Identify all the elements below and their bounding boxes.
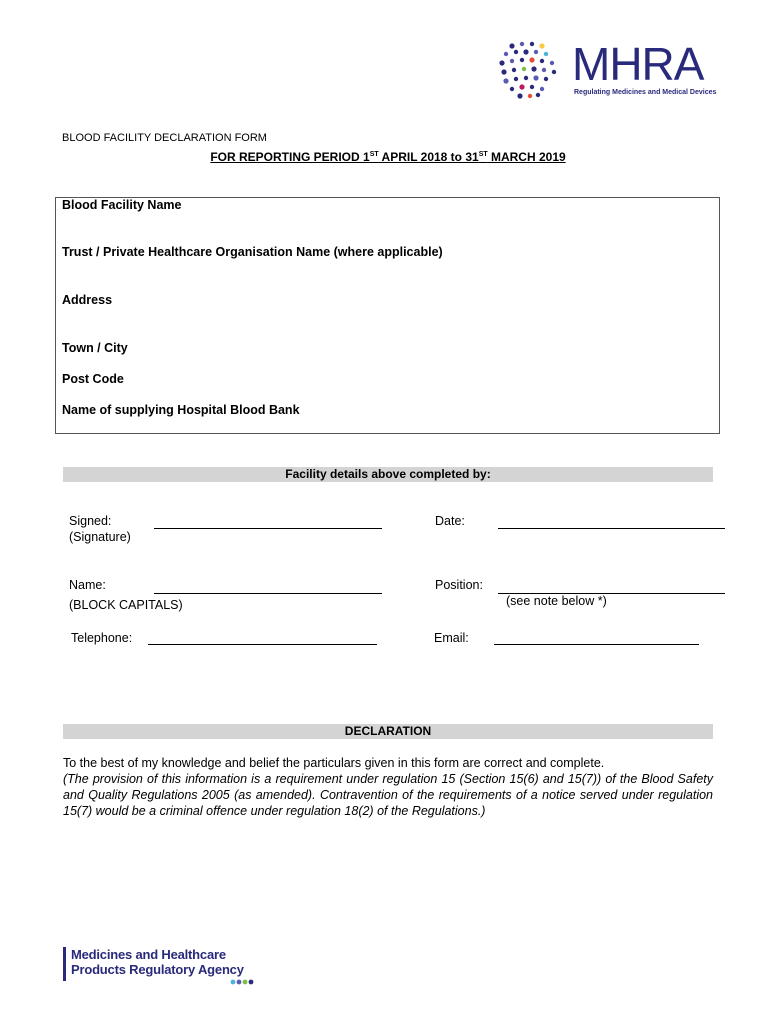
facility-name-field[interactable]: Blood Facility Name (62, 198, 182, 212)
declaration-text (63, 755, 713, 819)
declaration-heading: DECLARATION (63, 724, 713, 739)
position-note: (see note below *) (506, 594, 607, 608)
logo-wordmark: MHRA (572, 38, 704, 90)
trust-name-field[interactable]: Trust / Private Healthcare Organisation Name (where applicable) (62, 245, 443, 259)
date-input-line[interactable] (498, 528, 725, 529)
block-capitals-note: (BLOCK CAPITALS) (69, 598, 183, 612)
footer-agency-line2: Products Regulatory Agency (71, 962, 244, 977)
name-label: Name: (69, 578, 106, 592)
date-label: Date: (435, 514, 465, 528)
declaration-legal-note: (The provision of this information is a requirement under regulation 15 (Section 15(6) and 15(7)) of the Blood Safety and Quality Regulations 2005 (as amended). Contravention of the requirements of a notice served under regulation 15(7) would be a criminal offence under regulation 18(2) of the Regulations.) (63, 772, 713, 818)
facility-details-box (55, 197, 720, 434)
form-title: BLOOD FACILITY DECLARATION FORM (62, 132, 267, 144)
footer-agency-line1: Medicines and Healthcare (71, 947, 226, 962)
logo-tagline: Regulating Medicines and Medical Devices (574, 89, 717, 96)
mhra-logo-dots-icon (498, 40, 564, 102)
footer-dots-icon (230, 979, 254, 985)
telephone-label: Telephone: (71, 631, 133, 645)
footer-agency-name (71, 947, 244, 977)
signature-input-line[interactable] (154, 528, 382, 529)
email-input-line[interactable] (494, 644, 699, 645)
position-label: Position: (435, 578, 483, 592)
blood-bank-field[interactable]: Name of supplying Hospital Blood Bank (62, 403, 300, 417)
address-field[interactable]: Address (62, 293, 113, 307)
name-input-line[interactable] (154, 593, 382, 594)
telephone-input-line[interactable] (148, 644, 377, 645)
town-city-field[interactable]: Town / City (62, 341, 128, 355)
declaration-statement: To the best of my knowledge and belief the particulars given in this form are correct and complete. (63, 756, 605, 770)
footer-accent-bar (63, 947, 66, 981)
completed-by-heading: Facility details above completed by: (63, 467, 713, 482)
post-code-field[interactable]: Post Code (62, 372, 124, 386)
email-label: Email: (434, 631, 469, 645)
signed-label: Signed: (69, 514, 112, 528)
reporting-period: FOR REPORTING PERIOD 1ST APRIL 2018 to 31ST MARCH 2019 (210, 150, 566, 164)
signature-note: (Signature) (69, 530, 131, 544)
